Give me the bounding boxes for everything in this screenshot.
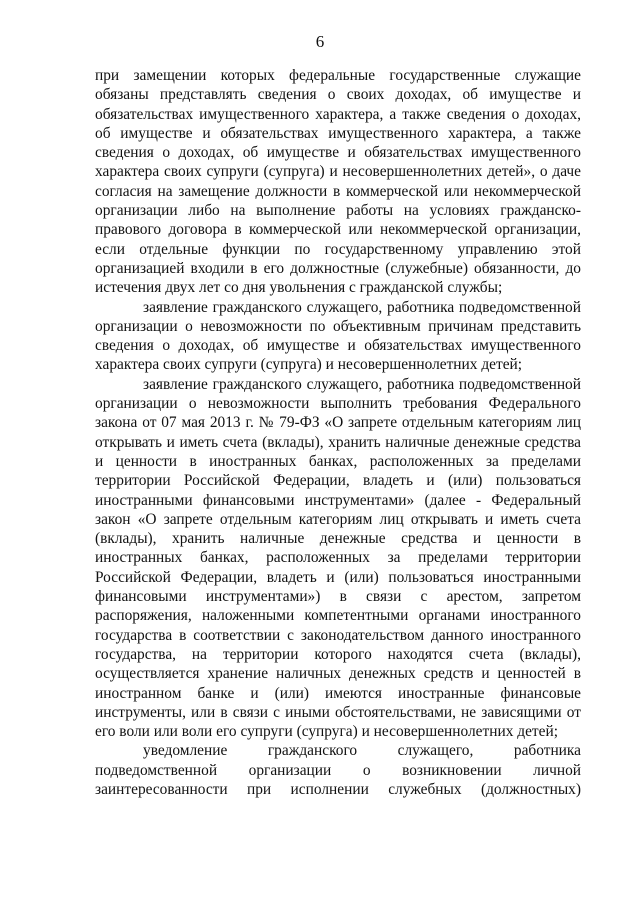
page-number: 6: [315, 32, 325, 51]
paragraph-3: заявление гражданского служащего, работника подведомственной организации о невозможности выполнить требования Федерального закона от 07 мая 2013 г. № 79-ФЗ «О запрете отдельным категориям лиц открывать и иметь счета (вклады), хранить наличные денежные средства и ценности в иностранных банках, расположенных за пределами территории Российской Федерации, владеть и (или) пользоваться иностранными финансовыми инструментами» (далее - Федеральный закон «О запрете отдельным категориям лиц открывать и иметь счета (вклады), хранить наличные денежные средства и ценности в иностранных банках, расположенных за пределами территории Российской Федерации, владеть и (или) пользоваться иностранными финансовыми инструментами») в связи с арестом, запретом распоряжения, наложенными компетентными органами иностранного государства в соответствии с законодательством данного иностранного государства, на территории которого находятся счета (вклады), осуществляется хранение наличных денежных средств и ценностей в иностранном банке и (или) имеются иностранные финансовые инструменты, или в связи с иными обстоятельствами, не зависящими от его воли или воли его супруги (супруга) и несовершеннолетних детей;: [95, 375, 581, 741]
paragraph-1: при замещении которых федеральные государственные служащие обязаны представлять сведения о своих доходах, об имуществе и обязательствах имущественного характера, а также сведения о доходах, об имуществе и обязательствах имущественного характера, а также сведения о доходах, об имуществе и обязательствах имущественного характера своих супруги (супруга) и несовершеннолетних детей», о даче согласия на замещение должности в коммерческой или некоммерческой организации либо на выполнение работы на условиях гражданско-правового договора в коммерческой или некоммерческой организации, если отдельные функции по государственному управлению этой организацией входили в его должностные (служебные) обязанности, до истечения двух лет со дня увольнения с гражданской службы;: [95, 67, 581, 297]
paragraph-2: заявление гражданского служащего, работника подведомственной организации о невозможности по объективным причинам представить сведения о доходах, об имуществе и обязательствах имущественного характера своих супруги (супруга) и несовершеннолетних детей;: [95, 298, 581, 374]
body-text: [95, 66, 581, 799]
paragraph-4: уведомление гражданского служащего, работника подведомственной организации о возникновении личной заинтересованности при исполнении служебных (должностных): [95, 742, 581, 798]
